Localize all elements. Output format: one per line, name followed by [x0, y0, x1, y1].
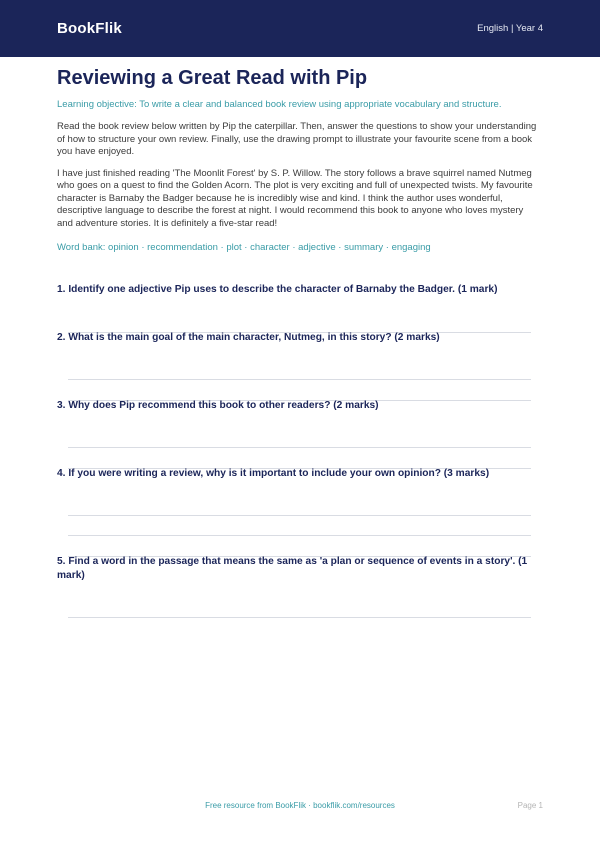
brand-logo[interactable]: BookFlik: [57, 20, 122, 37]
subject-year-label: English | Year 4: [477, 23, 543, 34]
question-1: 1. Identify one adjective Pip uses to describe the character of Barnaby the Badger. (1 mark): [57, 284, 498, 295]
learning-objective: Learning objective: To write a clear and balanced book review using appropriate vocabulary and structure.: [57, 99, 502, 110]
question-2: 2. What is the main goal of the main character, Nutmeg, in this story? (2 marks): [57, 332, 440, 343]
instructions-text: Read the book review below written by Pip the caterpillar. Then, answer the questions to show your understanding of how to structure your own review. Finally, use the drawing prompt to illustrate your favourite scene from a book you have enjoyed.: [57, 121, 537, 157]
book-review-passage: I have just finished reading 'The Moonlit Forest' by S. P. Willow. The story follows a brave squirrel named Nutmeg who goes on a quest to find the Golden Acorn. The plot is very exciting and full of unexpected twists. My favourite character is Barnaby the Badger because he is incredibly wise and kind. I think the author uses wonderful, descriptive language to describe the forest at night. I would recommend this book to anyone who loves mystery and adventure stories. It is definitely a five-star read!: [57, 167, 533, 229]
answer-line[interactable]: [68, 535, 531, 536]
page-number: Page 1: [517, 801, 543, 810]
answer-line[interactable]: [68, 447, 531, 448]
question-3: 3. Why does Pip recommend this book to other readers? (2 marks): [57, 400, 379, 411]
page-footer: [0, 801, 600, 815]
word-bank: Word bank: opinion · recommendation · plot · character · adjective · summary · engaging: [57, 242, 431, 253]
answer-line[interactable]: [68, 379, 531, 380]
answer-line[interactable]: [68, 515, 531, 516]
question-5: 5. Find a word in the passage that means the same as 'a plan or sequence of events in a story'. (1 mark): [57, 556, 528, 581]
worksheet-intro: [57, 67, 543, 254]
answer-line[interactable]: [68, 617, 531, 618]
question-4: 4. If you were writing a review, why is it important to include your own opinion? (3 marks): [57, 468, 490, 479]
site-header: [0, 0, 600, 57]
footer-resource-link[interactable]: Free resource from BookFlik · bookflik.com/resources: [205, 801, 395, 810]
page-title: Reviewing a Great Read with Pip: [57, 67, 368, 89]
